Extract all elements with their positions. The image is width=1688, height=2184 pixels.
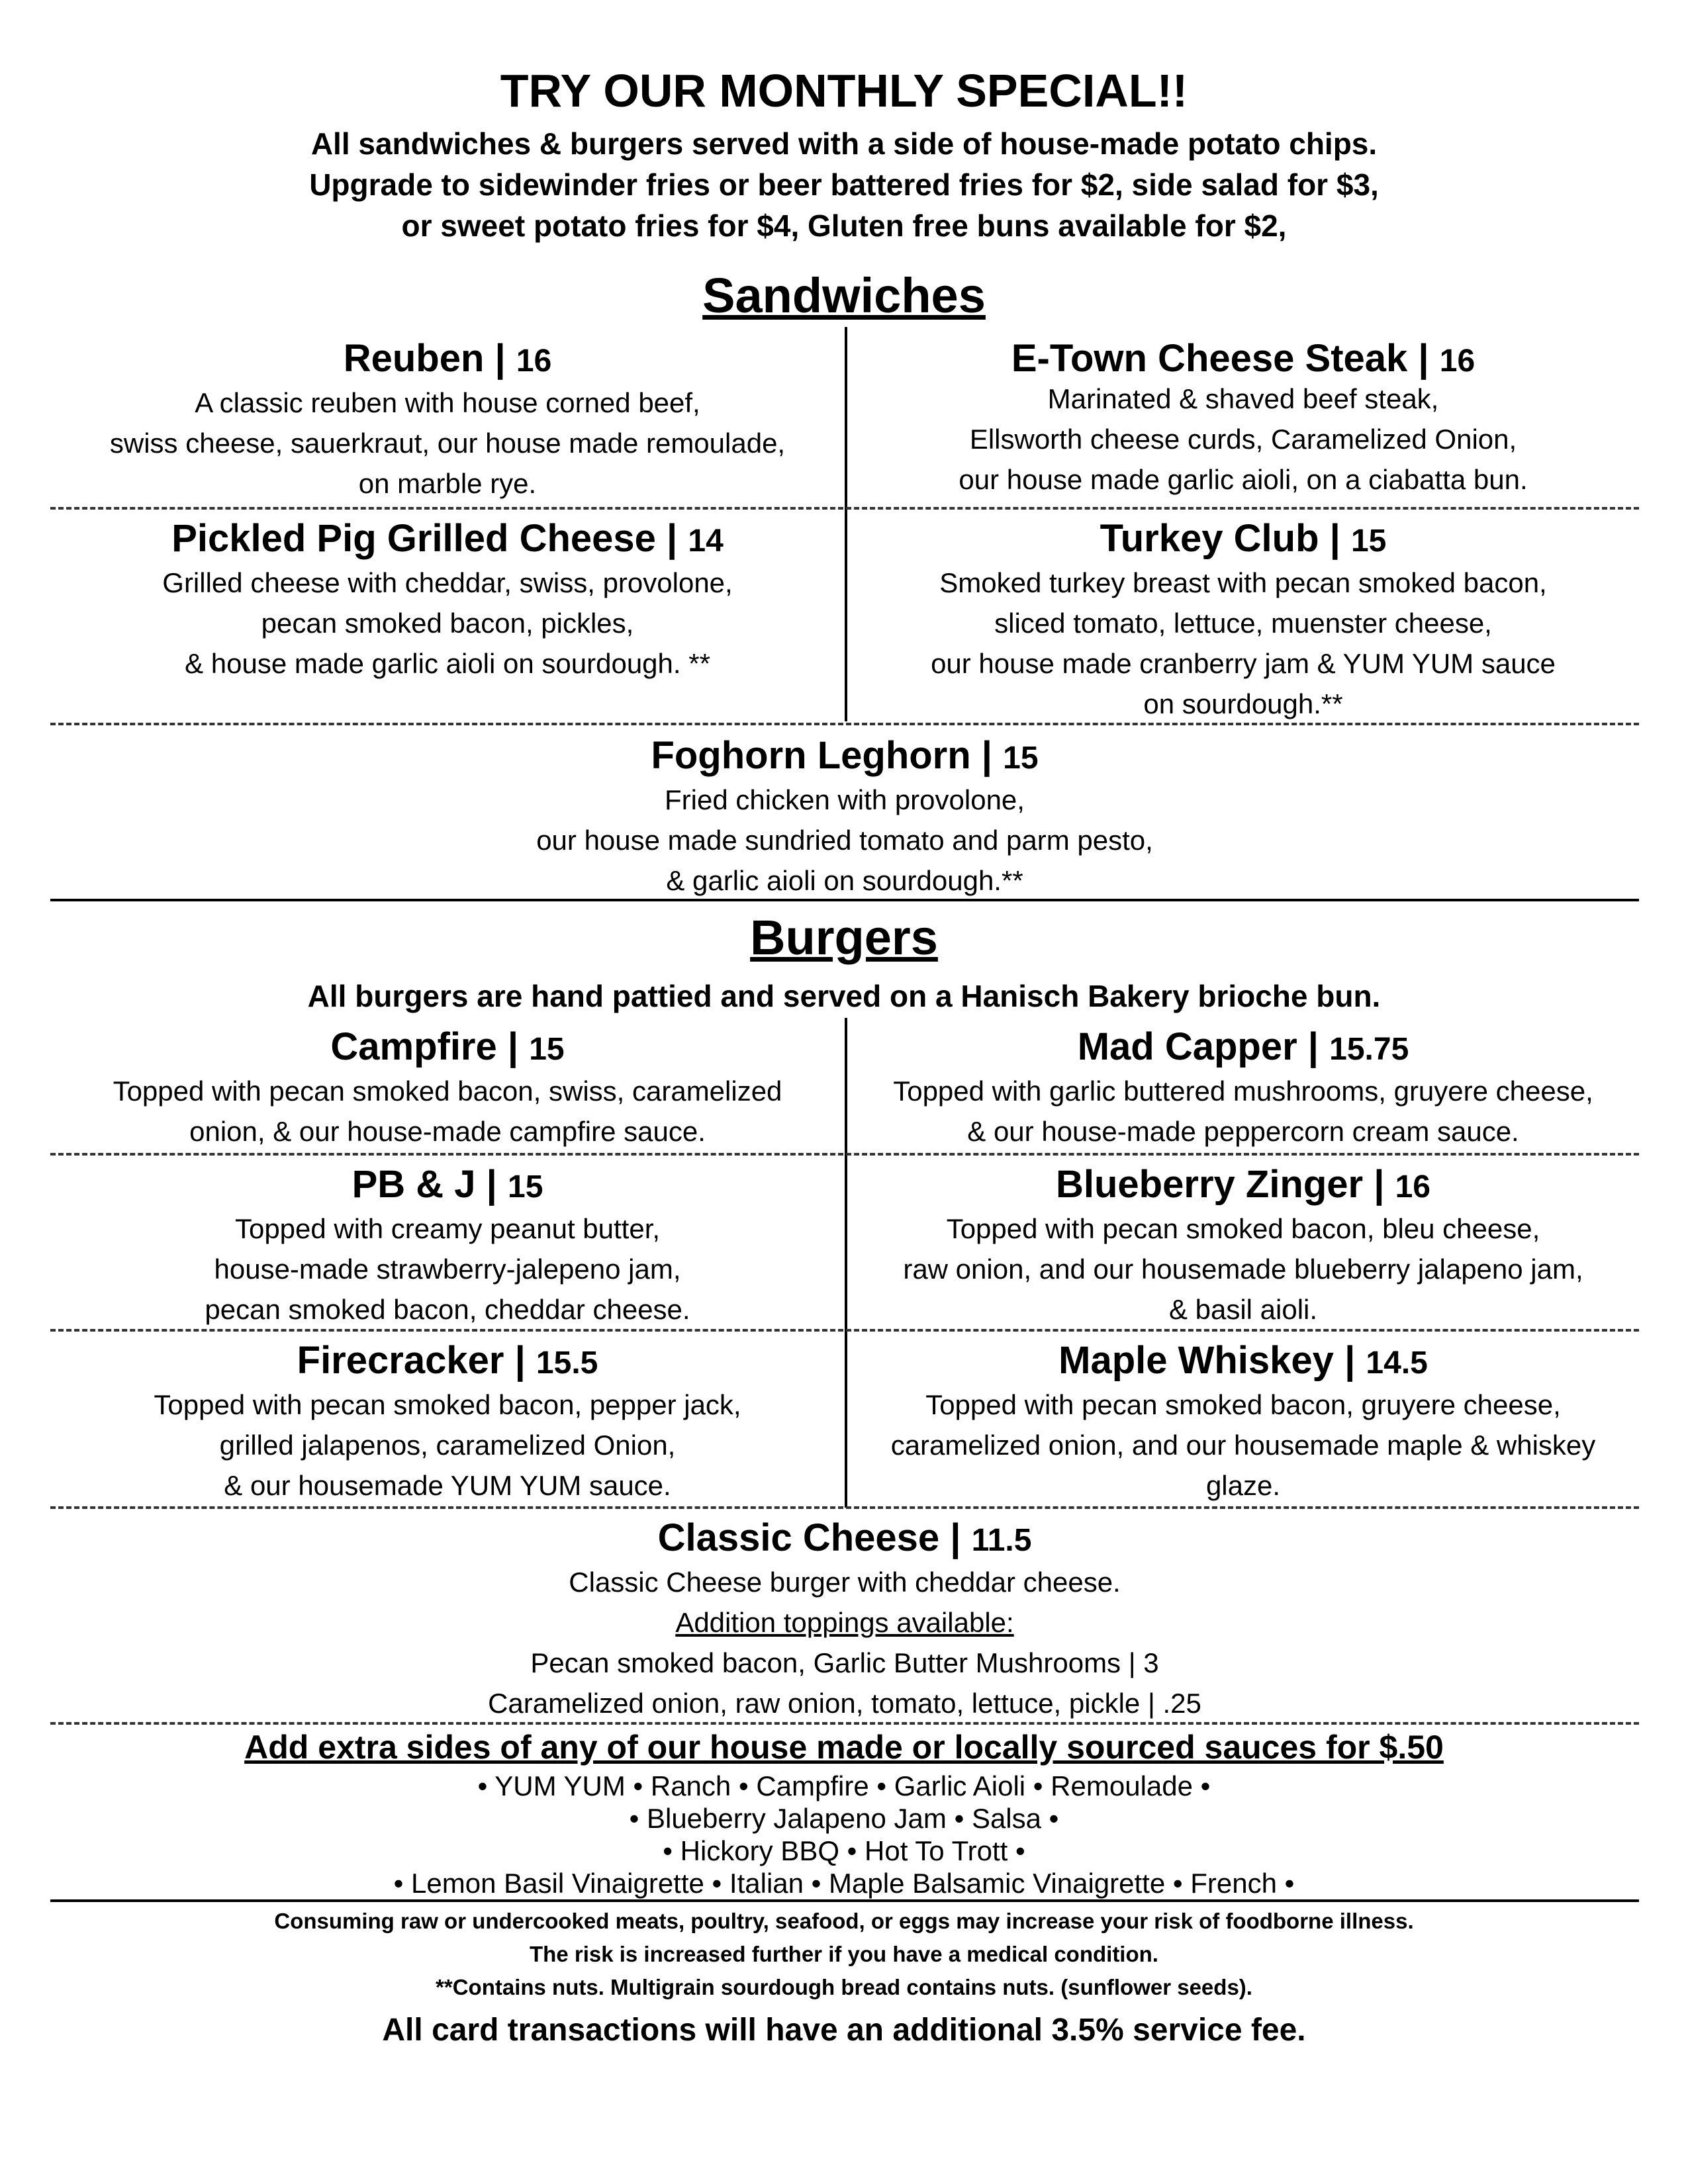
item-price: 15 xyxy=(529,1032,565,1067)
desc-line: & our house-made peppercorn cream sauce. xyxy=(967,1116,1519,1147)
item-title: Turkey Club | 15 xyxy=(1100,517,1387,560)
menu-item-campfire xyxy=(50,1023,845,1152)
desc-line: our house made garlic aioli, on a ciabatta bun. xyxy=(959,464,1528,495)
desc-line: caramelized onion, and our housemade maple & whiskey xyxy=(890,1430,1596,1461)
item-price: 15 xyxy=(508,1169,543,1205)
menu-item-pickled-pig xyxy=(50,515,845,684)
desc-line: pecan smoked bacon, pickles, xyxy=(261,608,634,639)
desc-line: raw onion, and our housemade blueberry jalapeno jam, xyxy=(903,1253,1583,1285)
desc-line: Topped with pecan smoked bacon, pepper jack, xyxy=(154,1389,741,1420)
desc-line: & basil aioli. xyxy=(1168,1294,1318,1325)
sauce-line: • Hickory BBQ • Hot To Trott • xyxy=(663,1835,1025,1866)
menu-item-blueberry-zinger xyxy=(847,1161,1639,1330)
desc-line: Grilled cheese with cheddar, swiss, provolone, xyxy=(162,567,733,598)
item-price: 11.5 xyxy=(971,1523,1032,1558)
item-description xyxy=(50,1208,845,1330)
sauce-line: • Lemon Basil Vinaigrette • Italian • Maple Balsamic Vinaigrette • French • xyxy=(393,1868,1295,1899)
intro-line: All sandwiches & burgers served with a side of house-made potato chips. xyxy=(310,126,1378,161)
page-title: TRY OUR MONTHLY SPECIAL!! xyxy=(500,65,1188,116)
dashed-divider xyxy=(50,507,1639,510)
desc-line: swiss cheese, sauerkraut, our house made remoulade, xyxy=(109,428,786,459)
item-title: Classic Cheese | 11.5 xyxy=(657,1516,1032,1559)
item-description xyxy=(847,379,1639,500)
toppings-heading: Addition toppings available: xyxy=(675,1607,1014,1638)
menu-item-pb-and-j xyxy=(50,1161,845,1330)
disclaimer-line: Consuming raw or undercooked meats, poultry, seafood, or eggs may increase your risk of foodborne illness. xyxy=(274,1909,1414,1933)
desc-line: Fried chicken with provolone, xyxy=(665,784,1025,815)
menu-item-firecracker xyxy=(50,1337,845,1506)
section-divider xyxy=(50,1899,1639,1902)
menu-item-turkey-club xyxy=(847,515,1639,724)
dashed-divider xyxy=(50,723,1639,725)
desc-line: Topped with pecan smoked bacon, swiss, caramelized xyxy=(113,1075,782,1107)
desc-line: our house made sundried tomato and parm pesto, xyxy=(536,825,1153,856)
section-divider xyxy=(50,899,1639,901)
item-name: PB & J xyxy=(352,1163,476,1206)
item-name: Turkey Club xyxy=(1100,517,1319,560)
desc-line: Pecan smoked bacon, Garlic Butter Mushrooms | 3 xyxy=(530,1647,1159,1678)
burgers-note: All burgers are hand pattied and served on a Hanisch Bakery brioche bun. xyxy=(307,979,1381,1013)
item-price: 15 xyxy=(1003,741,1039,776)
menu-item-classic-cheese xyxy=(50,1514,1639,1723)
desc-line: Topped with creamy peanut butter, xyxy=(234,1213,661,1244)
desc-line: & our housemade YUM YUM sauce. xyxy=(224,1470,671,1501)
item-title: Campfire | 15 xyxy=(330,1025,565,1068)
desc-line: Topped with pecan smoked bacon, bleu cheese, xyxy=(946,1213,1540,1244)
desc-line: glaze. xyxy=(1205,1470,1281,1501)
menu-item-reuben xyxy=(50,335,845,504)
desc-line: A classic reuben with house corned beef, xyxy=(195,387,700,418)
item-description xyxy=(847,1071,1639,1152)
desc-line: on sourdough.** xyxy=(1143,688,1343,719)
item-name: Firecracker xyxy=(297,1339,504,1382)
desc-line: Marinated & shaved beef steak, xyxy=(1047,383,1439,414)
intro-line: or sweet potato fries for $4, Gluten free buns available for $2, xyxy=(401,208,1287,243)
desc-line: Topped with pecan smoked bacon, gruyere cheese, xyxy=(925,1389,1561,1420)
sauces-list xyxy=(0,1770,1688,1899)
item-title: Firecracker | 15.5 xyxy=(297,1339,598,1382)
desc-line: Topped with garlic buttered mushrooms, gruyere cheese, xyxy=(893,1075,1593,1107)
menu-item-etown-cheese-steak xyxy=(847,335,1639,500)
burgers-heading: Burgers xyxy=(750,910,938,965)
disclaimer-line: The risk is increased further if you have a medical condition. xyxy=(530,1942,1158,1966)
item-price: 14 xyxy=(688,523,724,559)
item-title: Maple Whiskey | 14.5 xyxy=(1058,1339,1428,1382)
item-price: 16 xyxy=(1439,343,1476,379)
desc-line: sliced tomato, lettuce, muenster cheese, xyxy=(994,608,1492,639)
item-description xyxy=(50,1385,845,1506)
intro-line: Upgrade to sidewinder fries or beer battered fries for $2, side salad for $3, xyxy=(309,167,1379,202)
item-name: Reuben xyxy=(343,337,485,380)
dashed-divider xyxy=(50,1506,1639,1509)
desc-line: onion, & our house-made campfire sauce. xyxy=(189,1116,706,1147)
sauce-line: • YUM YUM • Ranch • Campfire • Garlic Aioli • Remoulade • xyxy=(477,1770,1211,1801)
desc-line: Classic Cheese burger with cheddar cheese. xyxy=(569,1567,1121,1598)
item-title: Foghorn Leghorn | 15 xyxy=(651,734,1039,777)
sauce-line: • Blueberry Jalapeno Jam • Salsa • xyxy=(629,1803,1059,1834)
item-name: Foghorn Leghorn xyxy=(651,734,971,777)
desc-line: Smoked turkey breast with pecan smoked bacon, xyxy=(939,567,1547,598)
item-title: Reuben | 16 xyxy=(343,337,552,380)
dashed-divider xyxy=(50,1329,1639,1332)
item-name: Blueberry Zinger xyxy=(1056,1163,1364,1206)
item-description xyxy=(847,1208,1639,1330)
item-description xyxy=(847,563,1639,724)
item-price: 16 xyxy=(516,343,552,379)
sauces-heading: Add extra sides of any of our house made or locally sourced sauces for $.50 xyxy=(244,1729,1444,1766)
sandwiches-heading: Sandwiches xyxy=(702,268,986,323)
item-title: Mad Capper | 15.75 xyxy=(1077,1025,1409,1068)
item-price: 15 xyxy=(1350,523,1387,559)
desc-line: & house made garlic aioli on sourdough. ** xyxy=(185,648,710,679)
desc-line: our house made cranberry jam & YUM YUM sauce xyxy=(931,648,1556,679)
item-price: 14.5 xyxy=(1366,1345,1428,1381)
item-description xyxy=(50,780,1639,901)
item-price: 15.75 xyxy=(1329,1032,1409,1067)
desc-line: & garlic aioli on sourdough.** xyxy=(666,865,1023,896)
item-description xyxy=(50,1562,1639,1723)
dashed-divider xyxy=(50,1153,1639,1156)
menu-item-maple-whiskey xyxy=(847,1337,1639,1506)
item-title: Pickled Pig Grilled Cheese | 14 xyxy=(171,517,724,560)
item-name: Campfire xyxy=(330,1025,497,1068)
item-price: 15.5 xyxy=(536,1345,598,1381)
menu-item-mad-capper xyxy=(847,1023,1639,1152)
desc-line: on marble rye. xyxy=(358,468,537,499)
intro-text xyxy=(0,123,1688,246)
item-name: Pickled Pig Grilled Cheese xyxy=(171,517,656,560)
footer-disclaimer xyxy=(0,1905,1688,2004)
dashed-divider xyxy=(50,1722,1639,1725)
disclaimer-line: **Contains nuts. Multigrain sourdough bread contains nuts. (sunflower seeds). xyxy=(436,1975,1252,1999)
item-description xyxy=(50,1071,845,1152)
item-title: Blueberry Zinger | 16 xyxy=(1056,1163,1430,1206)
desc-line: pecan smoked bacon, cheddar cheese. xyxy=(205,1294,690,1325)
item-name: Maple Whiskey xyxy=(1058,1339,1334,1382)
item-name: Mad Capper xyxy=(1077,1025,1297,1068)
menu-item-foghorn-leghorn xyxy=(50,732,1639,901)
item-description xyxy=(847,1385,1639,1506)
desc-line: Caramelized onion, raw onion, tomato, lettuce, pickle | .25 xyxy=(488,1688,1201,1719)
desc-line: house-made strawberry-jalepeno jam, xyxy=(214,1253,681,1285)
item-title: E-Town Cheese Steak | 16 xyxy=(1011,337,1476,380)
item-name: E-Town Cheese Steak xyxy=(1011,337,1408,380)
item-title: PB & J | 15 xyxy=(352,1163,543,1206)
service-fee-note: All card transactions will have an additional 3.5% service fee. xyxy=(382,2013,1306,2048)
item-name: Classic Cheese xyxy=(657,1516,940,1559)
item-price: 16 xyxy=(1395,1169,1430,1205)
item-description xyxy=(50,563,845,684)
desc-line: grilled jalapenos, caramelized Onion, xyxy=(219,1430,676,1461)
desc-line: Ellsworth cheese curds, Caramelized Onion, xyxy=(969,424,1517,455)
item-description xyxy=(50,383,845,504)
